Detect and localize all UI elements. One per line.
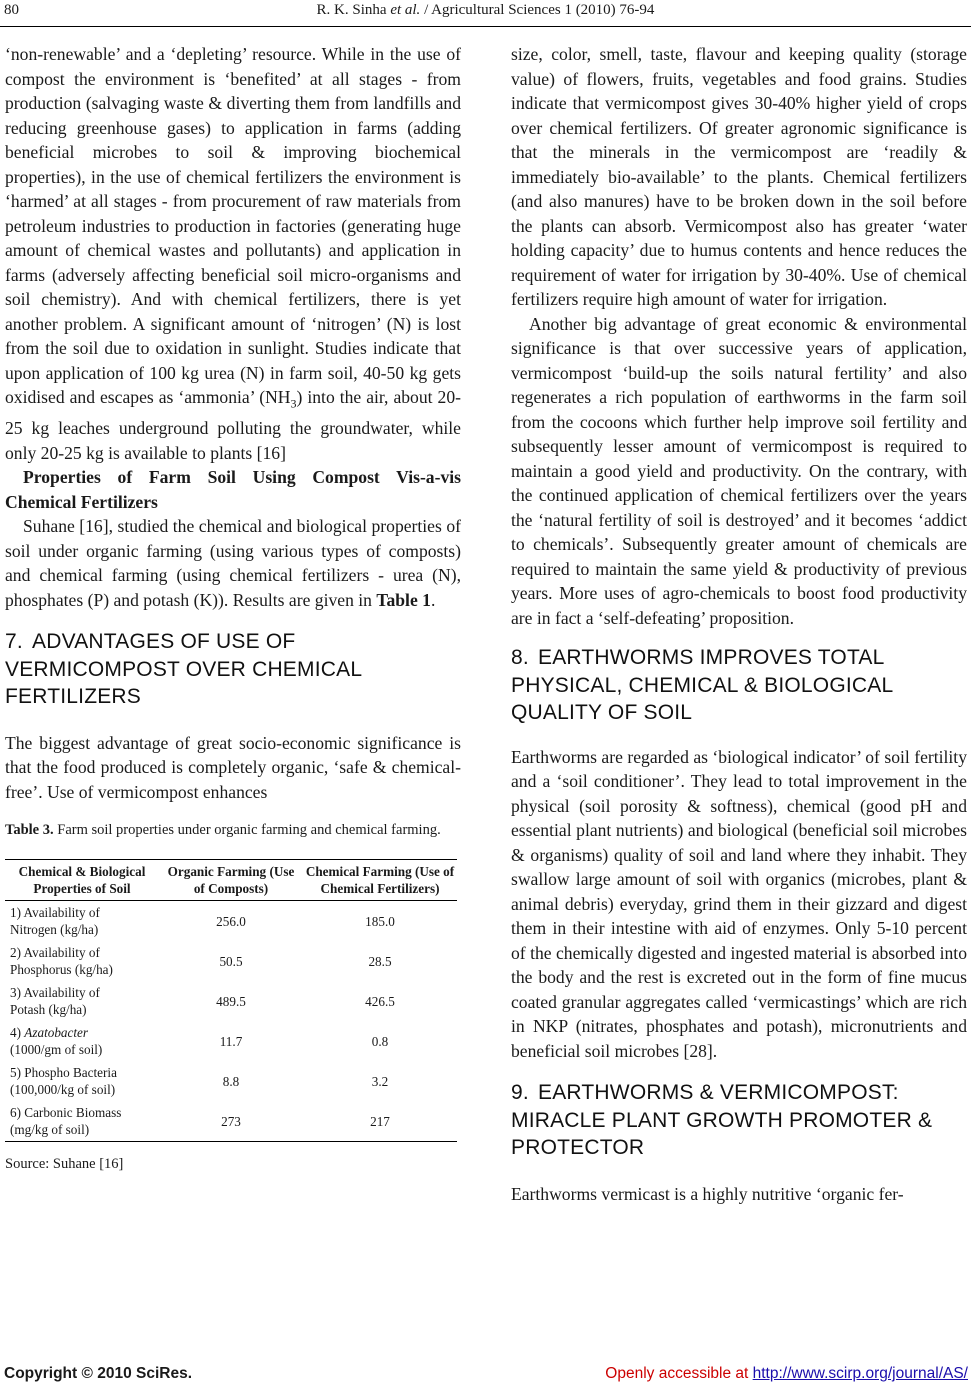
table-row — [5, 901, 457, 942]
copyright: Copyright © 2010 SciRes. — [4, 1365, 193, 1382]
chemical-value: 185.0 — [365, 913, 395, 929]
running-header — [0, 0, 971, 27]
paragraph: Another big advantage of great economic & environmental significance is that over successive years of application, vermicompost ‘build-up the soils natural fertility’ and also regenerates a rich population of earthworms in the farm soil from the cocoons which further help improve soil fertility and subsequently lesser amount of vermicompost is required to maintain a good yield and productivity. On the contrary, with the continued application of chemical fertilizers over the years the ‘natural fertility of soil is destroyed’ and it becomes ‘addict to chemicals’. Subsequently greater amount of chemicals are required to maintain the same yield & productivity of previous years. More uses of agro-chemicals to boost food productivity are in fact a ‘self-defeating’ proposition. — [511, 313, 967, 628]
left-column — [5, 42, 461, 1177]
section-heading-8: 8. EARTHWORMS IMPROVES TOTAL PHYSICAL, CHEMICAL & BIOLOGICAL QUALITY OF SOIL — [511, 646, 893, 724]
table-row — [5, 981, 457, 1021]
subsection-heading: Properties of Farm Soil Using Compost Vis-a-vis Chemical Fertilizers — [5, 467, 461, 512]
table-header: Chemical & Biological Properties of Soil — [5, 860, 159, 901]
section-heading-9: 9. EARTHWORMS & VERMICOMPOST: MIRACLE PLANT GROWTH PROMOTER & PROTECTOR — [511, 1081, 933, 1159]
chemical-value: 426.5 — [365, 993, 395, 1009]
table-caption: Table 3. Farm soil properties under organic farming and chemical farming. — [5, 822, 441, 839]
table-row — [5, 941, 457, 981]
running-title: R. K. Sinha et al. / Agricultural Sciences 1 (2010) 76-94 — [316, 2, 655, 18]
property-cell: 2) Availability of Phosphorus (kg/ha) — [10, 945, 113, 978]
paragraph: Suhane [16], studied the chemical and biological properties of soil under organic farming (using various types of composts) and chemical farming (using chemical fertilizers - urea (N), phosphates (P) and potash (K)). Results are given in Table 1. — [5, 516, 461, 610]
paragraph: The biggest advantage of great socio-economic significance is that the food produced is completely organic, ‘safe & chemical-free’. Use of vermicompost enhances — [5, 732, 461, 802]
property-cell: 6) Carbonic Biomass (mg/kg of soil) — [5, 1101, 159, 1142]
table-header: Chemical Farming (Use of Chemical Fertilizers) — [303, 860, 457, 901]
property-cell: 4) Azatobacter (1000/gm of soil) — [10, 1025, 103, 1058]
table-header: Organic Farming (Use of Composts) — [159, 860, 303, 901]
chemical-value: 217 — [303, 1101, 457, 1142]
paragraph: Earthworms vermicast is a highly nutritive ‘organic fer- — [511, 1183, 904, 1204]
organic-value: 11.7 — [219, 1033, 243, 1049]
property-cell: 5) Phospho Bacteria (100,000/kg of soil) — [10, 1065, 117, 1098]
organic-value: 256.0 — [216, 913, 246, 929]
open-access-note: Openly accessible at http://www.scirp.org/journal/AS/ — [605, 1365, 968, 1382]
chemical-value: 28.5 — [368, 953, 392, 969]
data-table — [5, 859, 457, 1142]
organic-value: 489.5 — [216, 993, 246, 1009]
organic-value: 273 — [159, 1101, 303, 1142]
organic-value: 50.5 — [219, 953, 243, 969]
journal-link[interactable]: http://www.scirp.org/journal/AS/ — [752, 1365, 968, 1382]
table-row — [5, 1021, 457, 1061]
chemical-value: 3.2 — [371, 1073, 389, 1089]
paragraph: size, color, smell, taste, flavour and keeping quality (storage value) of flowers, fruits, vegetables and food grains. Studies indicate that vermicompost gives 30-40% higher yield of crops over chemical fertilizers. Of greater agronomic significance is that the minerals in the vermicompost are ‘readily & immediately bio-available’ to the plants. Chemical fertilizers (and also manures) have to be broken down in the soil before the plants can absorb. Vermicompost also has greater ‘water holding capacity’ due to humus contents and hence reduces the requirement of water for irrigation by 30-40%. Use of chemical fertilizers require high amount of water for irrigation. — [511, 44, 967, 309]
organic-value: 8.8 — [222, 1073, 240, 1089]
page-number: 80 — [4, 2, 19, 18]
chemical-value: 0.8 — [371, 1033, 389, 1049]
section-heading-7: 7. ADVANTAGES OF USE OF VERMICOMPOST OVER CHEMICAL FERTILIZERS — [5, 630, 362, 709]
paragraph: ‘non-renewable’ and a ‘depleting’ resource. While in the use of compost the environment is ‘benefited’ at all stages - from production (salvaging waste & diverting them from landfills and reducing greenhouse gases) to application in farms (adding beneficial microbes to soil & improving biochemical properties), in the use of chemical fertilizers the environment is ‘harmed’ at all stages - from procurement of raw materials from petroleum industries to production in factories (generating huge amount of chemical wastes and pollutants) and application in farms (adversely affecting beneficial soil micro-organisms and soil chemistry). And with chemical fertilizers, there is yet another problem. A significant amount of ‘nitrogen’ (N) is lost from the soil due to oxidation in sunlight. Studies indicate that upon application of 100 kg urea (N) in farm soil, 40-50 kg gets oxidised and escapes as ‘ammonia’ $(NH_3)$ into the air, about 20-25 kg leaches underground polluting the groundwater, while only 20-25 kg is available to plants [16] — [5, 44, 461, 463]
page-footer — [0, 1363, 971, 1387]
right-column — [511, 42, 967, 1206]
property-cell: 1) Availability of Nitrogen (kg/ha) — [10, 905, 100, 938]
property-cell: 3) Availability of Potash (kg/ha) — [10, 985, 100, 1018]
table-row — [5, 1061, 457, 1101]
paragraph: Earthworms are regarded as ‘biological indicator’ of soil fertility and a ‘soil conditioner’. They lead to total improvement in the physical (soil porosity & softness), chemical (good pH and essential plant nutrients) and biological (beneficial soil microbes & organisms) quality of soil and land where they inhabit. They swallow large amount of soil with organics (microbes, plant & animal debris) everyday, grind them in their gizzard and digest them in their intestine with aid of enzymes. Only 5-10 percent of the chemically digested and ingested material is absorbed into the body and the rest is excreted out in the form of fine mucus coated granular aggregates called ‘vermicastings’ which are rich in NKP (nitrates, phosphates and potash), micronutrients and beneficial soil microbes [28]. — [511, 746, 967, 1061]
table-row — [5, 1101, 457, 1142]
table-source: Source: Suhane [16] — [5, 1156, 124, 1173]
